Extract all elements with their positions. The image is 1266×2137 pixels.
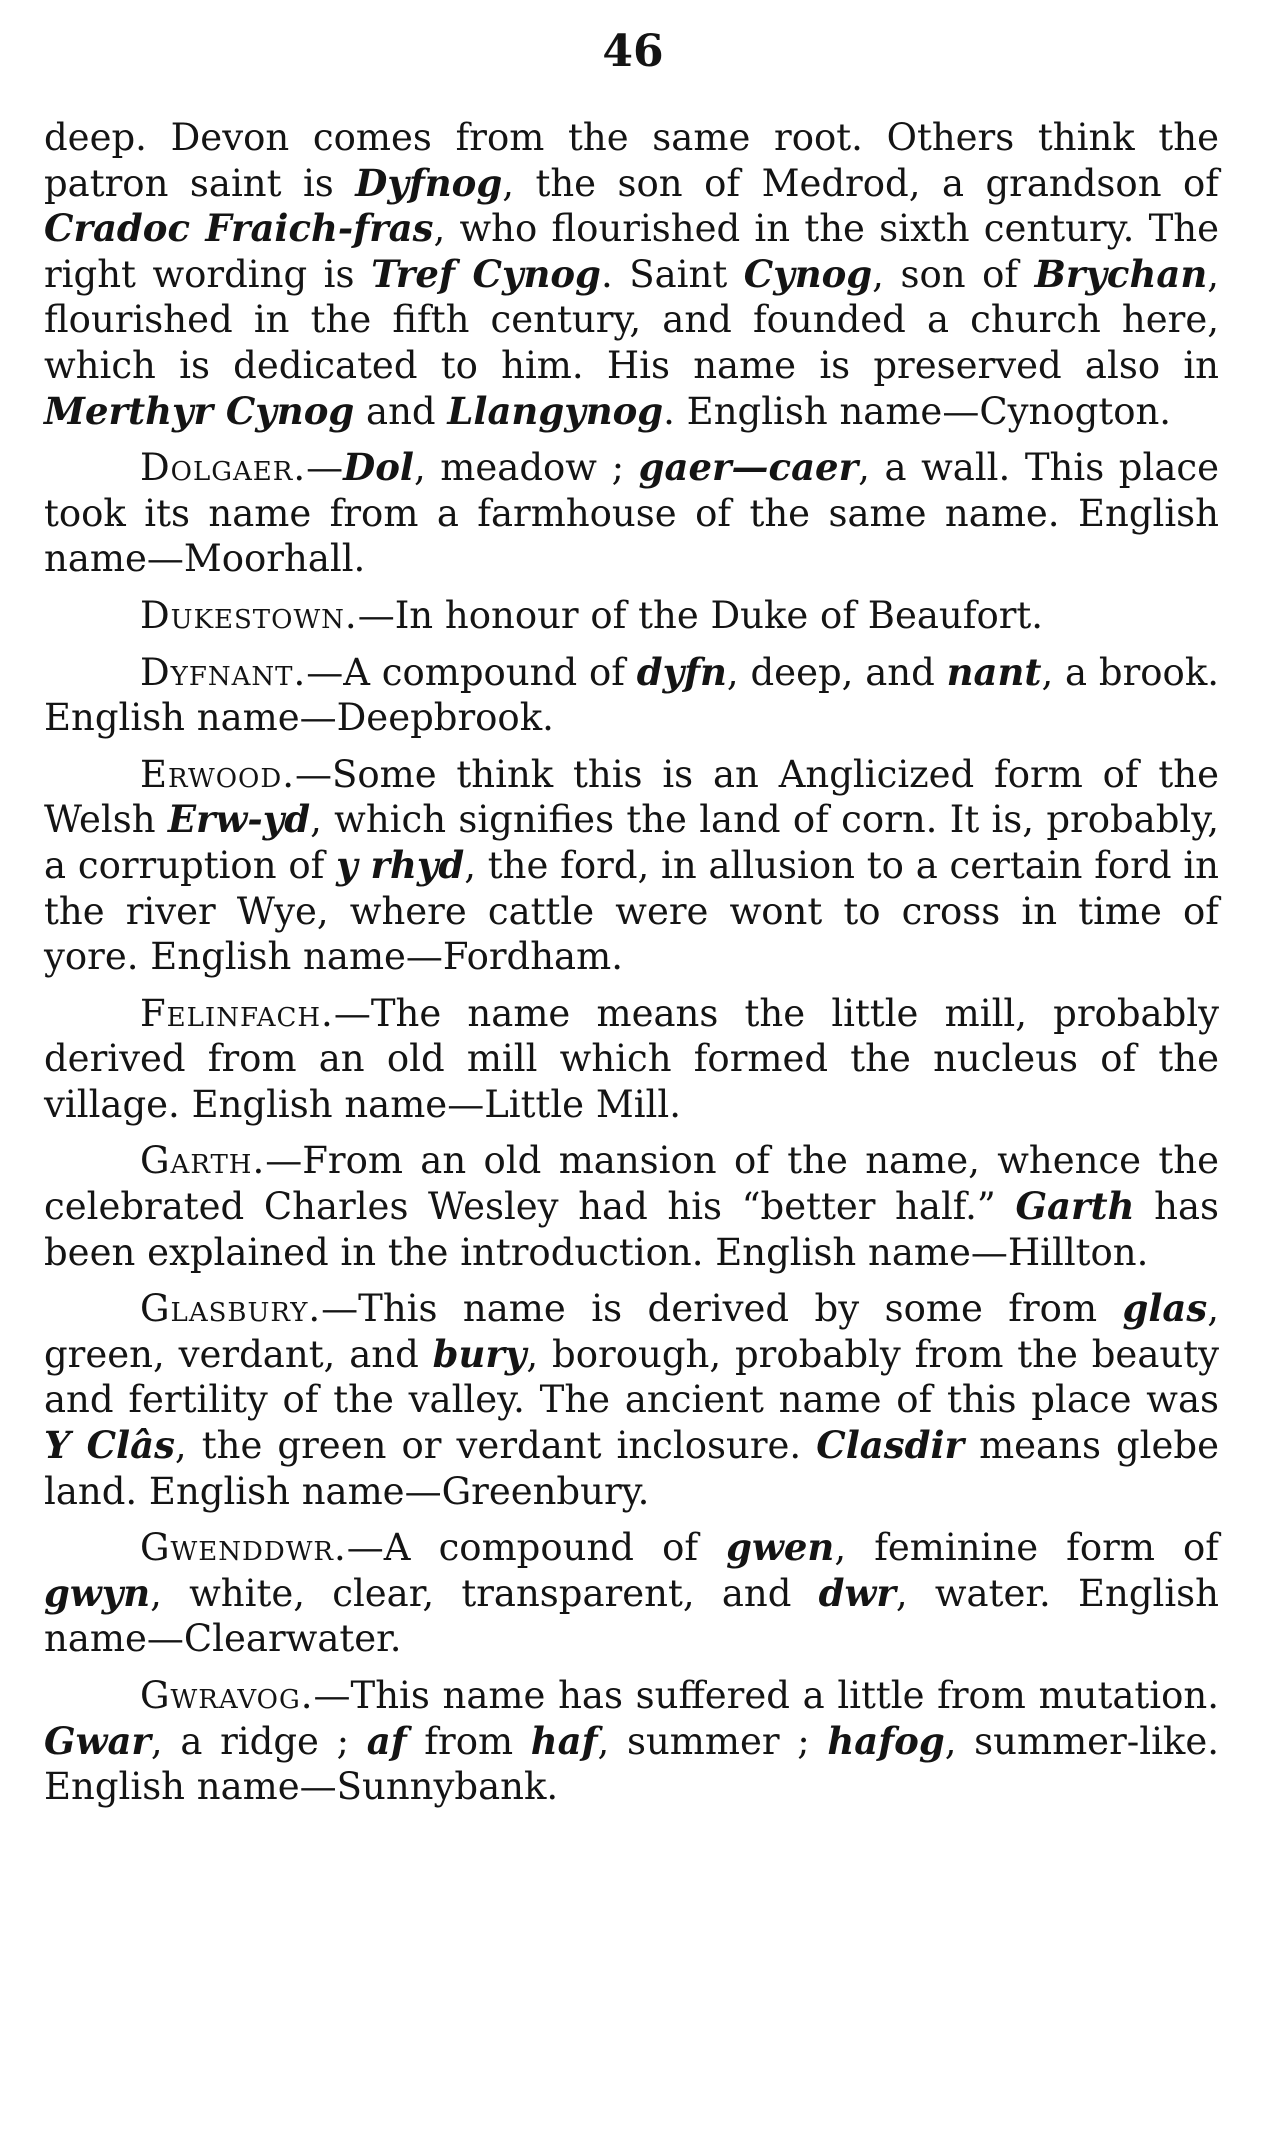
italic-term: Erw-yd [167, 797, 311, 842]
entry-glasbury [44, 1286, 1219, 1514]
entry-text: , a brook. English name—Deepbrook. [44, 650, 1219, 740]
entry-erwood [44, 752, 1219, 980]
entry-heading: Dyfnant. [140, 650, 307, 694]
italic-term: gwen [726, 1525, 835, 1570]
entry-heading: Erwood. [140, 752, 295, 796]
entry-text: , a ridge ; [150, 1719, 367, 1763]
entry-text: has been explained in the introduction. English name—Hillton. [44, 1185, 1220, 1274]
entry-text: , water. English name—Clearwater. [44, 1571, 1219, 1661]
entry-dukestown [44, 593, 1219, 639]
entry-text: means glebe land. English name—Greenbury. [44, 1424, 1219, 1513]
italic-term: y rhyd [336, 842, 465, 887]
entry-heading: Dukestown. [140, 593, 358, 637]
entry-text: , the green or verdant inclosure. [174, 1424, 817, 1468]
entry-text: , summer ; [597, 1719, 828, 1763]
entry-dolgaer [44, 445, 1219, 582]
entry-text: , the ford, in allusion to a certain ford in the river Wye, where cattle were wont to cross in time of yore. English name—Fordham. [44, 843, 1219, 979]
italic-term: Cradoc Fraich-fras [44, 206, 434, 251]
entry-gwravog [44, 1673, 1219, 1810]
italic-term: haf [530, 1718, 598, 1763]
entry-text: — [306, 446, 344, 490]
page-number: 46 [602, 26, 664, 77]
entry-text: —Some think this is an Anglicized form of the Welsh [44, 752, 1219, 842]
entry-text: , a wall. This place took its name from a farmhouse of the same name. English name—Moorhall. [44, 446, 1219, 581]
entry-text: —A compound of [346, 1526, 727, 1570]
paragraph-text: and [354, 389, 448, 433]
entry-text: , which signifies the land of corn. It is, probably, a corruption of [44, 798, 1219, 887]
entry-text: —This name is derived by some from [321, 1287, 1123, 1331]
italic-term: Garth [1015, 1184, 1135, 1229]
page-body [44, 115, 1219, 1810]
entry-heading: Garth. [140, 1139, 266, 1183]
entry-heading: Felinfach. [140, 991, 334, 1035]
italic-term: Merthyr Cynog [44, 388, 355, 433]
entry-text: , white, clear, transparent, and [150, 1571, 819, 1615]
entry-heading: Gwravog. [140, 1674, 314, 1717]
italic-term: hafog [827, 1718, 945, 1763]
paragraph-text: , flourished in the fifth century, and founded a church here, which is dedicated to him. His name is preserved also in [44, 252, 1219, 387]
italic-term: nant [946, 649, 1042, 694]
italic-term: Cynog [743, 251, 873, 296]
italic-term: Brychan [1034, 251, 1208, 296]
paragraph-text: deep. Devon comes from the same root. Others think the patron saint is [44, 116, 1219, 205]
paragraph-text: , the son of Medrod, a grandson of [502, 161, 1219, 205]
paragraph-text: . Saint [600, 252, 744, 296]
entry-text: —From an old mansion of the name, whence the celebrated Charles Wesley had his “better half.” [44, 1139, 1219, 1229]
italic-term: glas [1122, 1286, 1208, 1331]
italic-term: Tref Cynog [371, 251, 601, 296]
entry-garth [44, 1138, 1219, 1275]
italic-term: gwyn [44, 1570, 151, 1615]
italic-term: gaer—caer [638, 445, 859, 490]
italic-term: Y Clâs [44, 1423, 175, 1468]
entry-text: , summer-like. English name—Sunnybank. [44, 1719, 1219, 1809]
italic-term: Llangynog [447, 388, 664, 433]
italic-term: Clasdir [816, 1423, 964, 1468]
italic-term: Gwar [44, 1718, 151, 1763]
entry-text: —The name means the little mill, probably derived from an old mill which formed the nucleus of the village. English name—Little Mill. [44, 991, 1219, 1126]
italic-term: af [366, 1718, 407, 1763]
entry-heading: Glasbury. [140, 1287, 322, 1331]
italic-term: bury [432, 1331, 527, 1376]
entry-text: , feminine form of [834, 1526, 1219, 1570]
entry-text: —In honour of the Duke of Beaufort. [357, 593, 1044, 637]
entry-heading: Dolgaer. [140, 446, 307, 490]
continuation-paragraph [44, 115, 1219, 434]
paragraph-text: . English name—Cynogton. [663, 389, 1172, 433]
entry-text: , borough, probably from the beauty and fertility of the valley. The ancient name of this place was [44, 1332, 1219, 1422]
entry-text: from [406, 1719, 531, 1763]
entry-heading: Gwenddwr. [140, 1526, 347, 1570]
entry-text: , deep, and [726, 650, 947, 694]
paragraph-text: , son of [872, 252, 1035, 296]
entry-text: —This name has suffered a little from mutation. [313, 1674, 1219, 1717]
entry-gwenddwr [44, 1525, 1219, 1662]
entry-text: —A compound of [306, 650, 637, 694]
entry-text: , meadow ; [413, 446, 639, 490]
italic-term: Dol [343, 445, 414, 490]
italic-term: dwr [818, 1570, 896, 1615]
italic-term: Dyfnog [355, 160, 503, 205]
italic-term: dyfn [636, 649, 727, 694]
paragraph-text: , who flourished in the sixth century. The right wording is [44, 207, 1219, 296]
entry-dyfnant [44, 650, 1219, 741]
entry-text: , green, verdant, and [44, 1287, 1219, 1376]
entry-felinfach [44, 991, 1219, 1128]
